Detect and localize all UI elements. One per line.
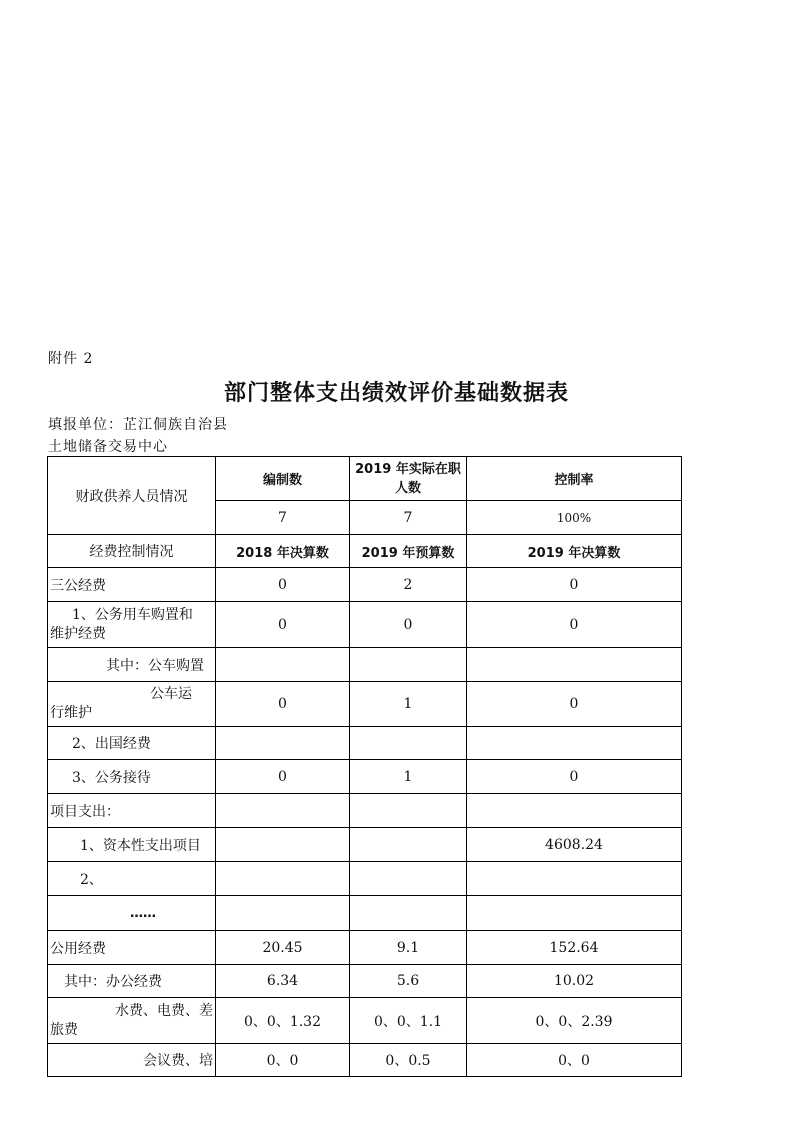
row-label: 其中：公车购置: [106, 657, 204, 674]
row-value: [216, 648, 350, 682]
row-value: [467, 648, 682, 682]
staff-rate-value: 100%: [467, 501, 682, 535]
row-label-line2: 行维护: [50, 705, 92, 721]
reporting-unit: 填报单位：芷江侗族自治县土地储备交易中心: [48, 417, 228, 455]
row-value: 0、0.5: [350, 1044, 467, 1077]
row-value: 1: [350, 760, 467, 794]
row-value: 1: [350, 682, 467, 727]
row-label: 1、资本性支出项目: [80, 837, 201, 854]
row-value: [216, 727, 350, 760]
data-table: [47, 456, 682, 1077]
row-value: [216, 794, 350, 828]
row-label-line2: 旅费: [50, 1021, 78, 1038]
row-value: 152.64: [467, 931, 682, 965]
expense-label: 经费控制情况: [48, 535, 216, 568]
row-value: 0: [216, 760, 350, 794]
row-label: 三公经费: [48, 568, 216, 602]
row-label-line1: 水费、电费、差: [115, 1002, 213, 1019]
row-label: ……: [130, 905, 156, 921]
row-value: [350, 794, 467, 828]
row-value: 0: [467, 682, 682, 727]
row-value: 0: [467, 602, 682, 648]
row-value: 20.45: [216, 931, 350, 965]
row-value: 0: [467, 760, 682, 794]
row-value: [216, 896, 350, 931]
row-label: 会议费、培: [143, 1053, 213, 1069]
row-value: [467, 727, 682, 760]
row-label: 公用经费: [48, 931, 216, 965]
header-staff-quota: 编制数: [216, 457, 350, 501]
row-value: 0、0: [216, 1044, 350, 1077]
row-value: 0、0、1.32: [216, 998, 350, 1044]
row-value: [467, 896, 682, 931]
header-2018-final: 2018 年决算数: [216, 535, 350, 568]
row-value: 0: [467, 568, 682, 602]
page-title: 部门整体支出绩效评价基础数据表: [223, 381, 569, 406]
row-label: 2、: [80, 871, 103, 888]
row-value: 9.1: [350, 931, 467, 965]
row-value: [467, 794, 682, 828]
row-value: 0、0、1.1: [350, 998, 467, 1044]
row-value: [216, 862, 350, 896]
row-label: [48, 682, 216, 727]
row-value: 10.02: [467, 965, 682, 998]
header-2019-budget: 2019 年预算数: [350, 535, 467, 568]
row-label-line2: 维护经费: [50, 625, 106, 642]
attachment-label: 附件 2: [48, 351, 94, 367]
row-value: 0: [216, 568, 350, 602]
row-value: 0: [216, 602, 350, 648]
row-label: [48, 602, 216, 648]
row-value: 0: [216, 682, 350, 727]
row-value: 0: [350, 602, 467, 648]
row-label: 其中：办公经费: [64, 974, 162, 990]
row-value: 0、0: [467, 1044, 682, 1077]
row-label: 3、公务接待: [72, 769, 151, 786]
staff-actual-value: 7: [350, 501, 467, 535]
row-value: [350, 896, 467, 931]
row-value: [216, 828, 350, 862]
header-2019-final: 2019 年决算数: [467, 535, 682, 568]
row-value: 6.34: [216, 965, 350, 998]
row-value: [350, 727, 467, 760]
row-value: 0、0、2.39: [467, 998, 682, 1044]
row-value: [350, 862, 467, 896]
row-value: 4608.24: [467, 828, 682, 862]
row-value: [350, 648, 467, 682]
staff-quota-value: 7: [216, 501, 350, 535]
header-staff-actual: 2019 年实际在职人数: [350, 457, 467, 501]
row-value: [467, 862, 682, 896]
row-label: 项目支出：: [48, 794, 216, 828]
row-value: 2: [350, 568, 467, 602]
staff-label: 财政供养人员情况: [48, 457, 216, 535]
row-value: [350, 828, 467, 862]
row-label: [48, 998, 216, 1044]
row-label-line1: 公车运: [150, 686, 192, 702]
row-label-line1: 1、公务用车购置和: [72, 606, 193, 623]
header-staff-rate: 控制率: [467, 457, 682, 501]
row-label: 2、出国经费: [72, 736, 151, 752]
row-value: 5.6: [350, 965, 467, 998]
